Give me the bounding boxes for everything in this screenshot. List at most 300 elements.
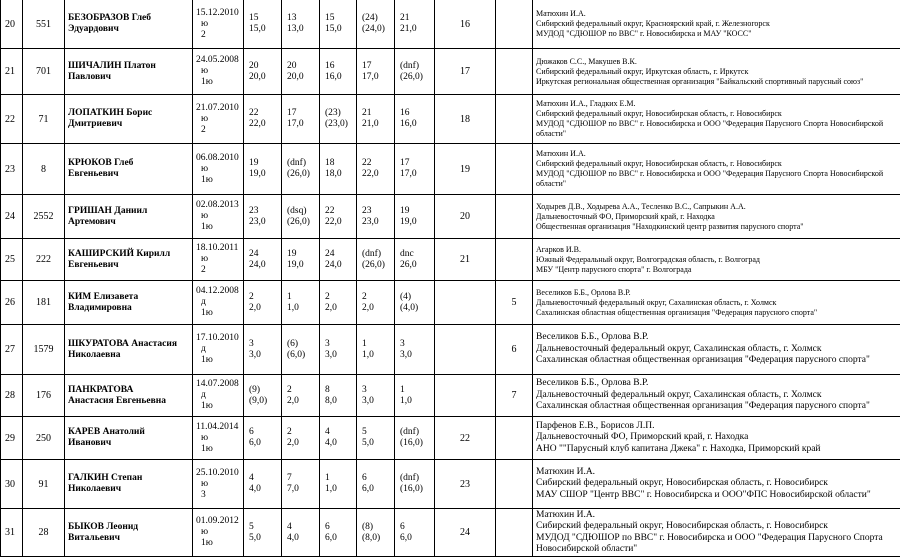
sail-number: 2552 [23,195,65,239]
race-result [320,0,357,49]
sport-category: 1ю [196,444,243,455]
race-place: 19 [287,249,319,260]
club-line: МУДОД "СДЮШОР по ВВС" г. Новосибирска и ООО "Федерация Парусного Спорта Новосибирской области" [536,169,900,189]
race-place: 2 [287,385,319,396]
group-place [496,49,533,95]
birth-info [193,95,244,144]
athlete-name-line: Евгеньевич [68,260,192,271]
birth-date: 11.04.2014 [196,422,243,433]
race-points: 13,0 [287,24,319,35]
race-result [357,325,395,375]
club-line: Сибирский федеральный округ, Иркутская область, г. Иркутск [536,67,900,77]
birth-info [193,460,244,509]
race-result [320,509,357,557]
sport-category: 3 [196,490,243,501]
athlete-name-line: Артемович [68,217,192,228]
athlete-name-line: КИМ Елизавета [68,292,192,303]
race-result [320,195,357,239]
race-place: 15 [325,13,356,24]
athlete-name-line: ЛОПАТКИН Борис [68,108,192,119]
race-points: (26,0) [287,169,319,180]
sport-category: 1ю [196,538,243,549]
overall-place: 19 [435,144,496,195]
race-points: 20,0 [249,72,281,83]
athlete-name [65,0,193,49]
table-row [1,195,900,239]
sport-category: 1ю [196,77,243,88]
group-place [496,239,533,281]
race-points: 6,0 [400,533,434,544]
club-line: Матюхин И.А. [536,467,900,479]
race-result [282,281,320,325]
race-place: 4 [249,473,281,484]
race-points: 5,0 [249,533,281,544]
birth-date: 24.05.2008 [196,55,243,66]
race-place: 6 [325,522,356,533]
table-row [1,325,900,375]
race-place: 22 [362,158,394,169]
race-result [244,509,282,557]
athlete-name-line: Павлович [68,72,192,83]
sail-number: 91 [23,460,65,509]
club-line: Сахалинская областная общественная организация "Федерация парусного спорта" [536,308,900,318]
athlete-name [65,417,193,460]
race-place: 4 [287,522,319,533]
group-place [496,417,533,460]
club-info [533,417,900,460]
race-points: 4,0 [249,484,281,495]
race-points: 2,0 [287,396,319,407]
club-line: МУДОД "СДЮШОР по ВВС" г. Новосибирска и ООО "Федерация Парусного Спорта Новосибирской области" [536,533,900,556]
race-points: (24,0) [362,24,394,35]
athlete-name-line: ПАНКРАТОВА [68,385,192,396]
group-place [496,460,533,509]
race-place: (dnf) [400,473,434,484]
sail-number: 176 [23,375,65,417]
athlete-name-line: Витальевич [68,533,192,544]
race-result [282,144,320,195]
table-row [1,49,900,95]
race-result [395,239,435,281]
race-place: 5 [249,522,281,533]
row-number: 25 [1,239,23,281]
race-place: 16 [400,108,434,119]
race-result [357,509,395,557]
club-line: Сибирский федеральный округ, Новосибирская область, г. Новосибирск [536,478,900,490]
race-result [395,95,435,144]
athlete-name-line: Владимировна [68,303,192,314]
race-place: 19 [249,158,281,169]
athlete-name-line: БЫКОВ Леонид [68,522,192,533]
race-result [357,417,395,460]
club-info [533,144,900,195]
race-points: 3,0 [249,350,281,361]
club-info [533,239,900,281]
row-number: 28 [1,375,23,417]
overall-place [435,375,496,417]
club-info [533,95,900,144]
race-place: (dnf) [400,427,434,438]
overall-place: 23 [435,460,496,509]
race-result [357,49,395,95]
group-place [496,144,533,195]
race-result [395,509,435,557]
race-points: (9,0) [249,396,281,407]
race-result [320,239,357,281]
race-result [244,460,282,509]
club-info [533,49,900,95]
race-result [320,281,357,325]
race-result [282,95,320,144]
race-place: 1 [362,339,394,350]
birth-date: 25.10.2010 [196,468,243,479]
race-points: (26,0) [400,72,434,83]
race-place: 3 [249,339,281,350]
race-points: 23,0 [362,217,394,228]
results-body [1,0,900,557]
club-line: Ходырев Д.В., Ходырева А.А., Тесленко В.С., Сапрыкин А.А. [536,202,900,212]
race-points: 18,0 [325,169,356,180]
race-place: 2 [287,427,319,438]
race-result [320,325,357,375]
race-result [320,144,357,195]
race-place: 24 [325,249,356,260]
race-place: (dnf) [400,61,434,72]
race-points: 20,0 [287,72,319,83]
row-number: 31 [1,509,23,557]
race-place: (8) [362,522,394,533]
birth-date: 21.07.2010 [196,103,243,114]
club-line: Сахалинская областная общественная организация "Федерация парусного спорта" [536,401,900,413]
race-points: 3,0 [400,350,434,361]
race-points: 16,0 [325,72,356,83]
club-line: Дальневосточный федеральный округ, Сахалинская область, г. Холмск [536,390,900,402]
race-points: 1,0 [362,350,394,361]
race-place: 17 [362,61,394,72]
sail-number: 1579 [23,325,65,375]
race-points: 19,0 [400,217,434,228]
club-line: Веселиков Б.Б., Орлова В.Р. [536,378,900,390]
race-place: (9) [249,385,281,396]
birth-info [193,239,244,281]
birth-date: 01.09.2012 [196,516,243,527]
sport-category: 1ю [196,355,243,366]
club-line: Матюхин И.А. [536,149,900,159]
sail-number: 28 [23,509,65,557]
birth-date: 15.12.2010 [196,8,243,19]
table-row [1,144,900,195]
athlete-name [65,281,193,325]
athlete-name-line: Николаевна [68,350,192,361]
club-info [533,325,900,375]
race-place: 16 [325,61,356,72]
club-info [533,509,900,557]
sex: ю [196,211,243,222]
table-row [1,95,900,144]
sex: д [196,344,243,355]
row-number: 20 [1,0,23,49]
race-points: 2,0 [249,303,281,314]
athlete-name [65,49,193,95]
club-line: Матюхин И.А. [536,9,900,19]
race-points: 22,0 [325,217,356,228]
group-place [496,95,533,144]
race-place: 17 [400,158,434,169]
race-place: 1 [400,385,434,396]
athlete-name-line: Эдуардович [68,24,192,35]
row-number: 30 [1,460,23,509]
race-points: (4,0) [400,303,434,314]
group-place [496,195,533,239]
club-info [533,0,900,49]
race-place: 2 [249,292,281,303]
birth-date: 14.07.2008 [196,379,243,390]
sport-category: 1ю [196,175,243,186]
group-place: 5 [496,281,533,325]
race-result [320,375,357,417]
sail-number: 701 [23,49,65,95]
athlete-name [65,325,193,375]
sport-category: 1ю [196,222,243,233]
race-result [395,0,435,49]
race-result [320,95,357,144]
race-place: 21 [400,13,434,24]
race-points: 4,0 [287,533,319,544]
athlete-name-line: КРЮКОВ Глеб [68,158,192,169]
race-place: 1 [325,473,356,484]
athlete-name [65,95,193,144]
group-place: 6 [496,325,533,375]
race-points: (8,0) [362,533,394,544]
overall-place: 20 [435,195,496,239]
race-place: (4) [400,292,434,303]
race-place: 6 [362,473,394,484]
athlete-name-line: ГАЛКИН Степан [68,473,192,484]
race-result [357,95,395,144]
birth-info [193,144,244,195]
sport-category: 2 [196,125,243,136]
sport-category: 1ю [196,308,243,319]
club-line: Веселиков Б.Б., Орлова В.Р. [536,288,900,298]
race-points: (16,0) [400,484,434,495]
club-line: МУДОД "СДЮШОР по ВВС" г. Новосибирска и МАУ "КОСС" [536,29,900,39]
sport-category: 1ю [196,401,243,412]
birth-date: 06.08.2010 [196,153,243,164]
table-row [1,281,900,325]
group-place: 7 [496,375,533,417]
athlete-name-line: ШКУРАТОВА Анастасия [68,339,192,350]
race-place: 24 [249,249,281,260]
race-result [244,0,282,49]
race-place: (6) [287,339,319,350]
overall-place [435,325,496,375]
race-place: 21 [362,108,394,119]
row-number: 29 [1,417,23,460]
race-points: 15,0 [325,24,356,35]
race-points: 16,0 [400,119,434,130]
race-points: 8,0 [325,396,356,407]
athlete-name-line: ГРИШАН Даниил [68,206,192,217]
race-result [244,49,282,95]
club-line: Матюхин И.А. [536,510,900,522]
race-result [244,195,282,239]
sex: ю [196,527,243,538]
race-result [320,49,357,95]
race-place: 23 [362,206,394,217]
race-place: 19 [400,206,434,217]
club-line: Сибирский федеральный округ, Новосибирская область, г. Новосибирск [536,109,900,119]
race-result [244,144,282,195]
club-info [533,460,900,509]
race-points: 6,0 [325,533,356,544]
sail-number: 222 [23,239,65,281]
row-number: 24 [1,195,23,239]
race-points: (26,0) [362,260,394,271]
athlete-name [65,144,193,195]
race-points: 24,0 [325,260,356,271]
club-line: Иркутская региональная общественная организация "Байкальский спортивный парусный союз" [536,77,900,87]
birth-info [193,281,244,325]
race-result [282,49,320,95]
sex: ю [196,164,243,175]
athlete-name [65,239,193,281]
birth-info [193,375,244,417]
race-points: 19,0 [249,169,281,180]
overall-place: 24 [435,509,496,557]
race-place: 6 [249,427,281,438]
athlete-name-line: Иванович [68,438,192,449]
athlete-name-line: КАРЕВ Анатолий [68,427,192,438]
club-line: Парфенов Е.В., Борисов Л.П. [536,421,900,433]
birth-info [193,509,244,557]
sail-number: 8 [23,144,65,195]
race-result [244,95,282,144]
race-points: 19,0 [287,260,319,271]
overall-place: 16 [435,0,496,49]
club-line: Дальневосточный ФО, Приморский край, г. Находка [536,432,900,444]
race-place: 20 [287,61,319,72]
race-points: 21,0 [362,119,394,130]
table-row [1,239,900,281]
birth-info [193,195,244,239]
race-result [282,0,320,49]
race-result [244,281,282,325]
race-place: (dsq) [287,206,319,217]
race-result [320,417,357,460]
race-place: 4 [325,427,356,438]
athlete-name-line: Николаевич [68,484,192,495]
athlete-name-line: Дмитриевич [68,119,192,130]
athlete-name-line: КАШИРСКИЙ Кирилл [68,249,192,260]
race-place: 1 [287,292,319,303]
sex: ю [196,114,243,125]
sail-number: 551 [23,0,65,49]
race-result [357,281,395,325]
race-result [395,375,435,417]
race-place: 5 [362,427,394,438]
race-points: 17,0 [362,72,394,83]
race-place: 2 [362,292,394,303]
group-place [496,0,533,49]
club-info [533,195,900,239]
race-place: 22 [249,108,281,119]
club-line: МБУ "Центр парусного спорта" г. Волгограда [536,265,900,275]
race-place: 17 [287,108,319,119]
race-result [282,239,320,281]
birth-info [193,325,244,375]
sex: ю [196,479,243,490]
race-points: 2,0 [362,303,394,314]
race-place: 13 [287,13,319,24]
race-result [282,195,320,239]
sport-category: 2 [196,265,243,276]
race-points: 21,0 [400,24,434,35]
sex: д [196,390,243,401]
race-points: 6,0 [362,484,394,495]
race-result [244,239,282,281]
race-result [282,417,320,460]
group-place [496,509,533,557]
race-result [244,325,282,375]
club-line: Общественная организация "Находкинский центр развития парусного спорта" [536,222,900,232]
birth-date: 17.10.2010 [196,333,243,344]
club-info [533,375,900,417]
overall-place: 22 [435,417,496,460]
race-place: (dnf) [362,249,394,260]
club-line: Дальневосточный федеральный округ, Сахалинская область, г. Холмск [536,298,900,308]
table-row [1,0,900,49]
race-points: (6,0) [287,350,319,361]
race-points: 2,0 [287,438,319,449]
race-result [244,417,282,460]
race-place: 23 [249,206,281,217]
race-result [282,460,320,509]
athlete-name [65,509,193,557]
athlete-name [65,460,193,509]
race-points: 6,0 [249,438,281,449]
race-place: (24) [362,13,394,24]
race-result [395,417,435,460]
race-result [395,144,435,195]
race-place: 18 [325,158,356,169]
club-info [533,281,900,325]
athlete-name-line: БЕЗОБРАЗОВ Глеб [68,13,192,24]
race-result [395,325,435,375]
sail-number: 71 [23,95,65,144]
race-place: 22 [325,206,356,217]
table-row [1,375,900,417]
race-result [357,0,395,49]
club-line: Агарков И.В. [536,245,900,255]
birth-date: 18.10.2011 [196,243,243,254]
race-place: 8 [325,385,356,396]
race-place: 15 [249,13,281,24]
table-row [1,417,900,460]
sail-number: 250 [23,417,65,460]
race-points: 17,0 [400,169,434,180]
athlete-name-line: ШИЧАЛИН Платон [68,61,192,72]
race-points: 5,0 [362,438,394,449]
race-result [357,460,395,509]
club-line: Дальневосточный федеральный округ, Сахалинская область, г. Холмск [536,344,900,356]
table-row [1,460,900,509]
race-points: 23,0 [249,217,281,228]
athlete-name [65,375,193,417]
race-points: 24,0 [249,260,281,271]
club-line: МАУ СШОР "Центр ВВС" г. Новосибирска и ООО"ФПС Новосибирской области" [536,490,900,502]
race-points: 26,0 [400,260,434,271]
overall-place: 18 [435,95,496,144]
